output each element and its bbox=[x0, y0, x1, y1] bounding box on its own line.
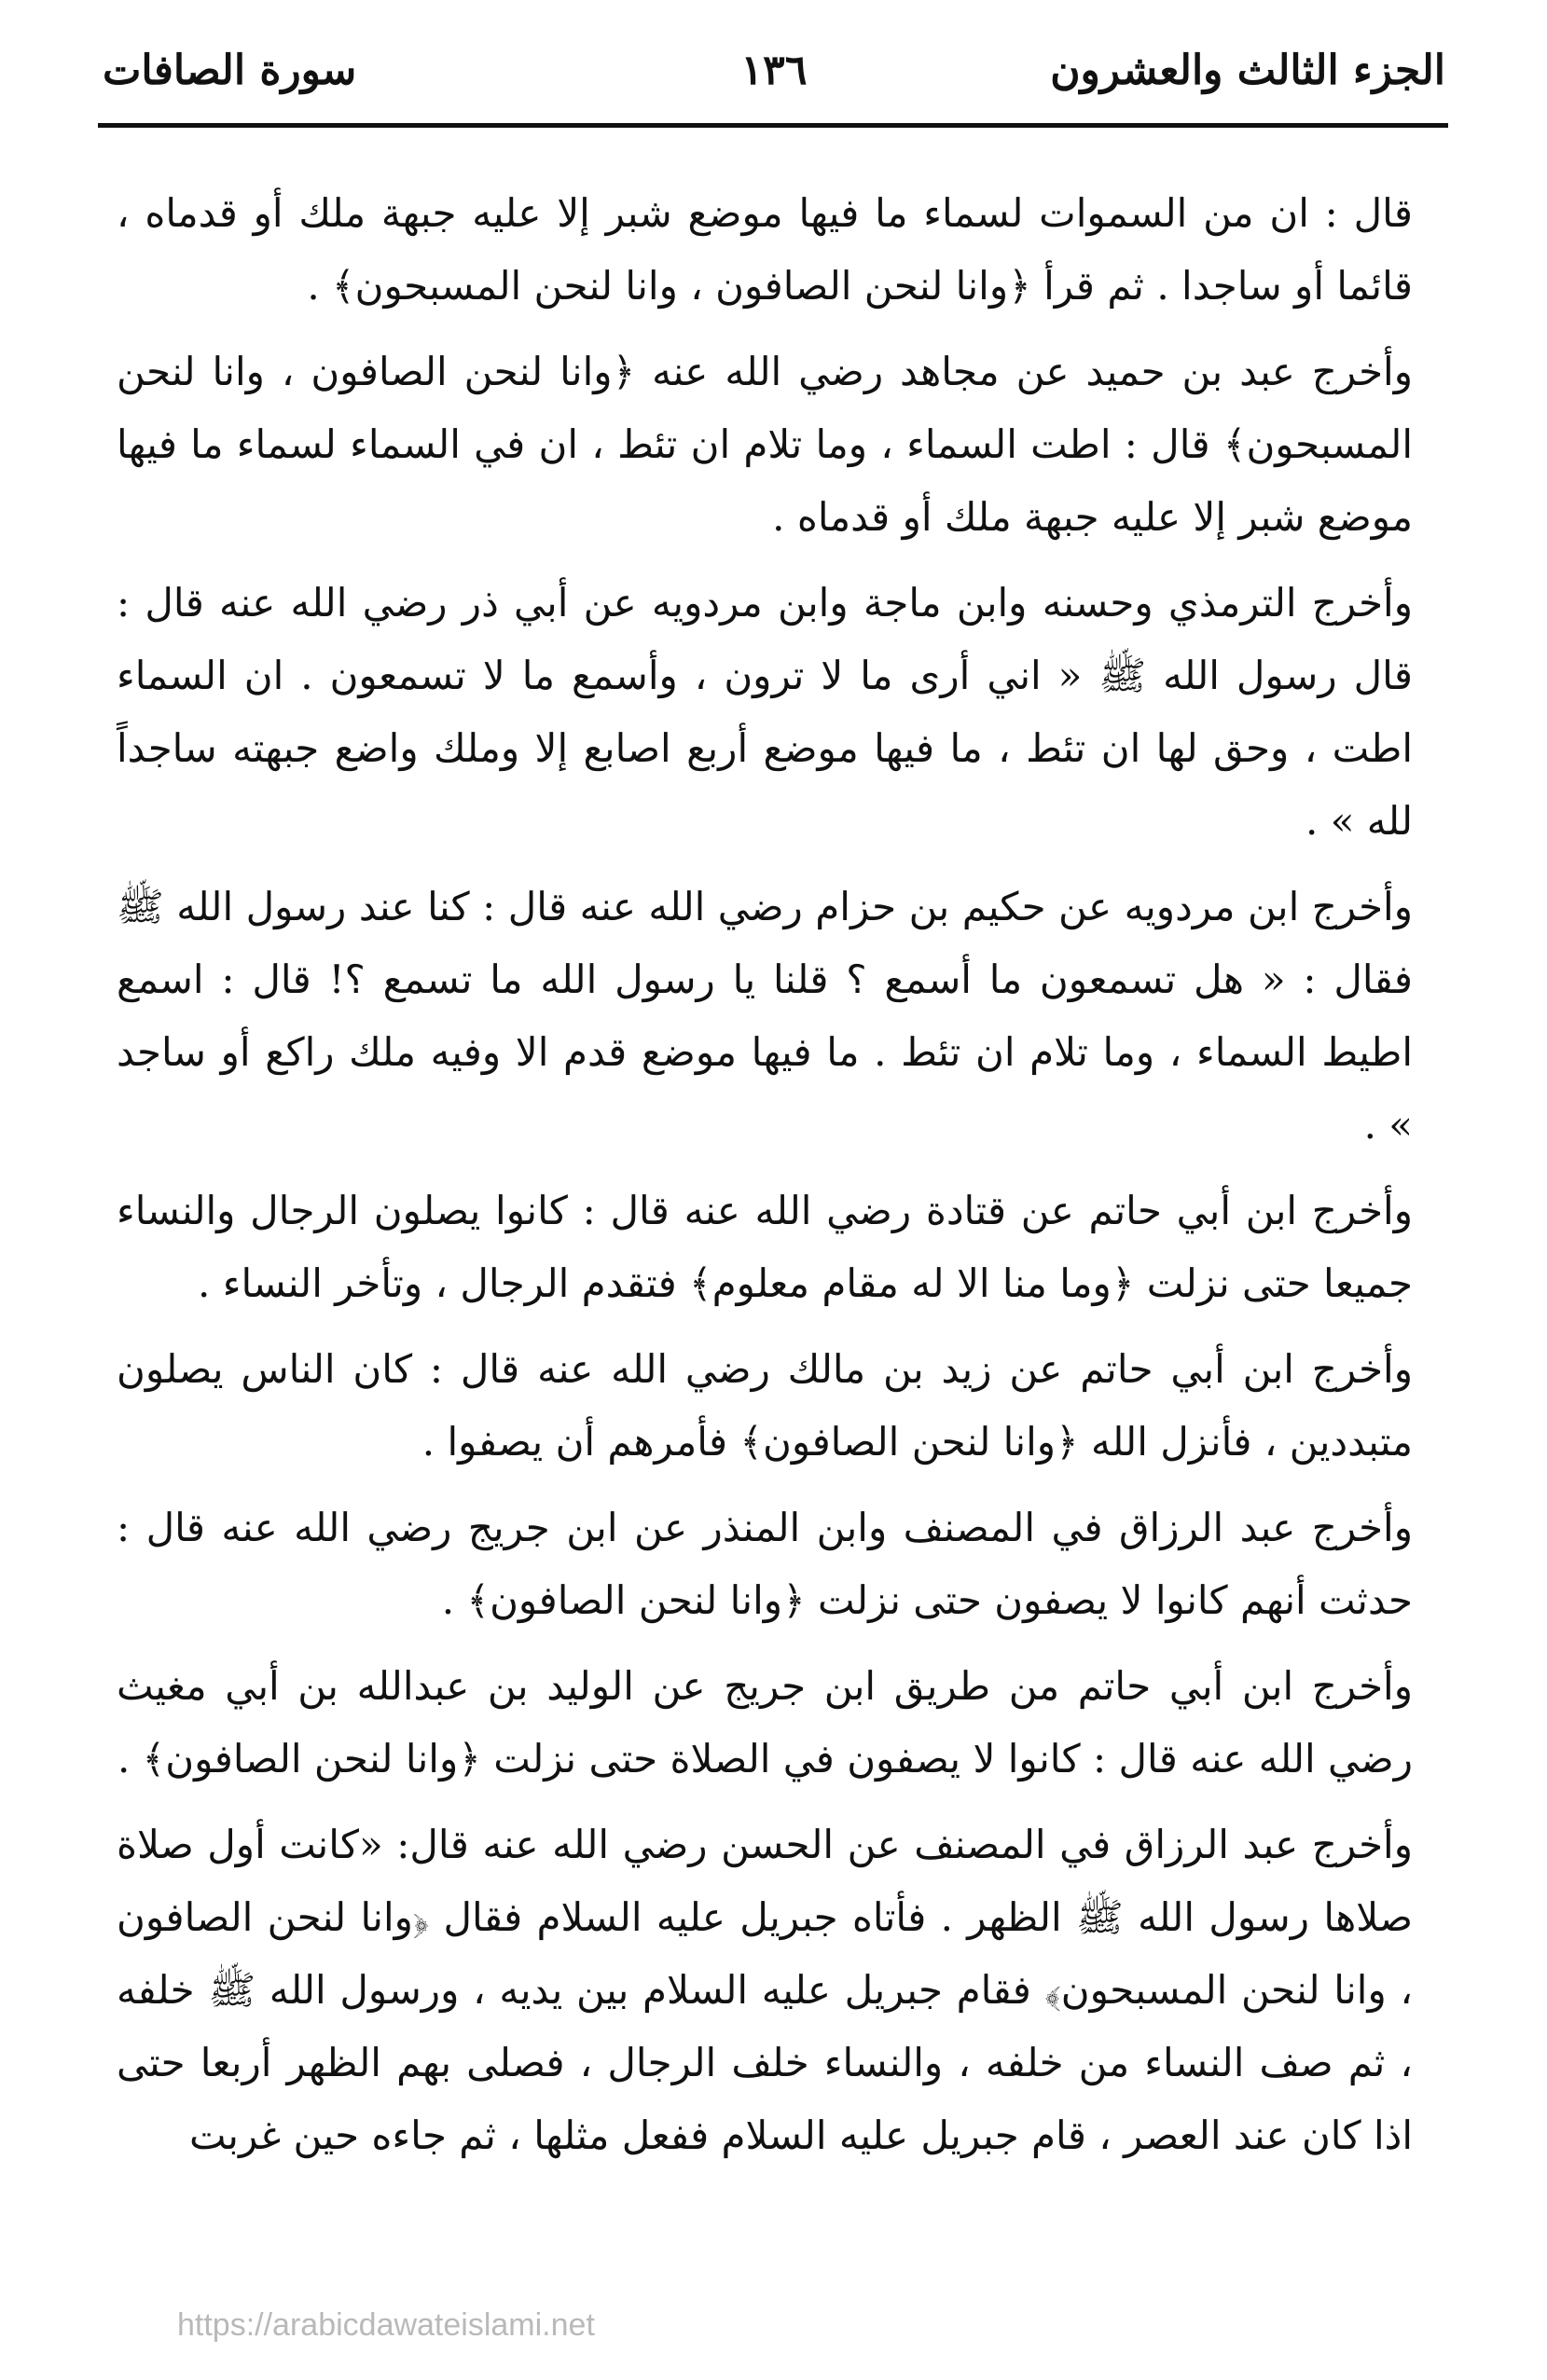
page-number: ١٣٦ bbox=[740, 47, 808, 94]
paragraph: وأخرج عبد بن حميد عن مجاهد رضي الله عنه ﴿وانا لنحن الصافون ، وانا لنحن المسبحون﴾ قال : اطت السماء ، وما تلام ان تئط ، ان في السماء لسماء ما فيها موضع شبر إلا عليه جبهة ملك أو قدماه . bbox=[117, 349, 1413, 540]
paragraph: وأخرج الترمذي وحسنه وابن ماجة وابن مردويه عن أبي ذر رضي الله عنه قال : قال رسول الله ﷺ « اني أرى ما لا ترون ، وأسمع ما لا تسمعون . ان السماء اطت ، وحق لها ان تئط ، ما فيها موضع أربع اصابع إلا وملك واضع جبهته ساجداً لله » . bbox=[117, 580, 1413, 844]
paragraph: وأخرج عبد الرزاق في المصنف وابن المنذر عن ابن جريج رضي الله عنه قال : حدثت أنهم كانوا لا يصفون حتى نزلت ﴿وانا لنحن الصافون﴾ . bbox=[117, 1505, 1413, 1623]
page-header bbox=[103, 37, 1445, 112]
paragraph: وأخرج عبد الرزاق في المصنف عن الحسن رضي الله عنه قال: «كانت أول صلاة صلاها رسول الله ﷺ الظهر . فأتاه جبريل عليه السلام فقال ﴿وانا لنحن الصافون ، وانا لنحن المسبحون﴾ فقام جبريل عليه السلام بين يديه ، ورسول الله ﷺ خلفه ، ثم صف النساء من خلفه ، والنساء خلف الرجال ، فصلى بهم الظهر أربعا حتى اذا كان عند العصر ، قام جبريل عليه السلام ففعل مثلها ، ثم جاءه حين غربت bbox=[117, 1822, 1413, 2158]
paragraph: وأخرج ابن مردويه عن حكيم بن حزام رضي الله عنه قال : كنا عند رسول الله ﷺ فقال : « هل تسمعون ما أسمع ؟ قلنا يا رسول الله ما تسمع ؟! قال : اسمع اطيط السماء ، وما تلام ان تئط . ما فيها موضع قدم الا وفيه ملك راكع أو ساجد » . bbox=[117, 884, 1413, 1148]
paragraph: قال : ان من السموات لسماء ما فيها موضع شبر إلا عليه جبهة ملك أو قدماه ، قائما أو ساجدا . ثم قرأ ﴿وانا لنحن الصافون ، وانا لنحن المسبحون﴾ . bbox=[117, 190, 1413, 309]
header-divider bbox=[98, 123, 1448, 128]
surah-title: سورة الصافات bbox=[103, 47, 357, 94]
page-body bbox=[117, 177, 1413, 2185]
part-title: الجزء الثالث والعشرون bbox=[1050, 47, 1445, 94]
paragraph: وأخرج ابن أبي حاتم من طريق ابن جريج عن الوليد بن عبدالله بن أبي مغيث رضي الله عنه قال : كانوا لا يصفون في الصلاة حتى نزلت ﴿وانا لنحن الصافون﴾ . bbox=[117, 1663, 1413, 1782]
paragraph: وأخرج ابن أبي حاتم عن قتادة رضي الله عنه قال : كانوا يصلون الرجال والنساء جميعا حتى نزلت ﴿وما منا الا له مقام معلوم﴾ فتقدم الرجال ، وتأخر النساء . bbox=[117, 1188, 1413, 1306]
paragraph: وأخرج ابن أبي حاتم عن زيد بن مالك رضي الله عنه قال : كان الناس يصلون متبددين ، فأنزل الله ﴿وانا لنحن الصافون﴾ فأمرهم أن يصفوا . bbox=[117, 1346, 1413, 1465]
watermark-url: https://arabicdawateislami.net bbox=[177, 2307, 595, 2343]
